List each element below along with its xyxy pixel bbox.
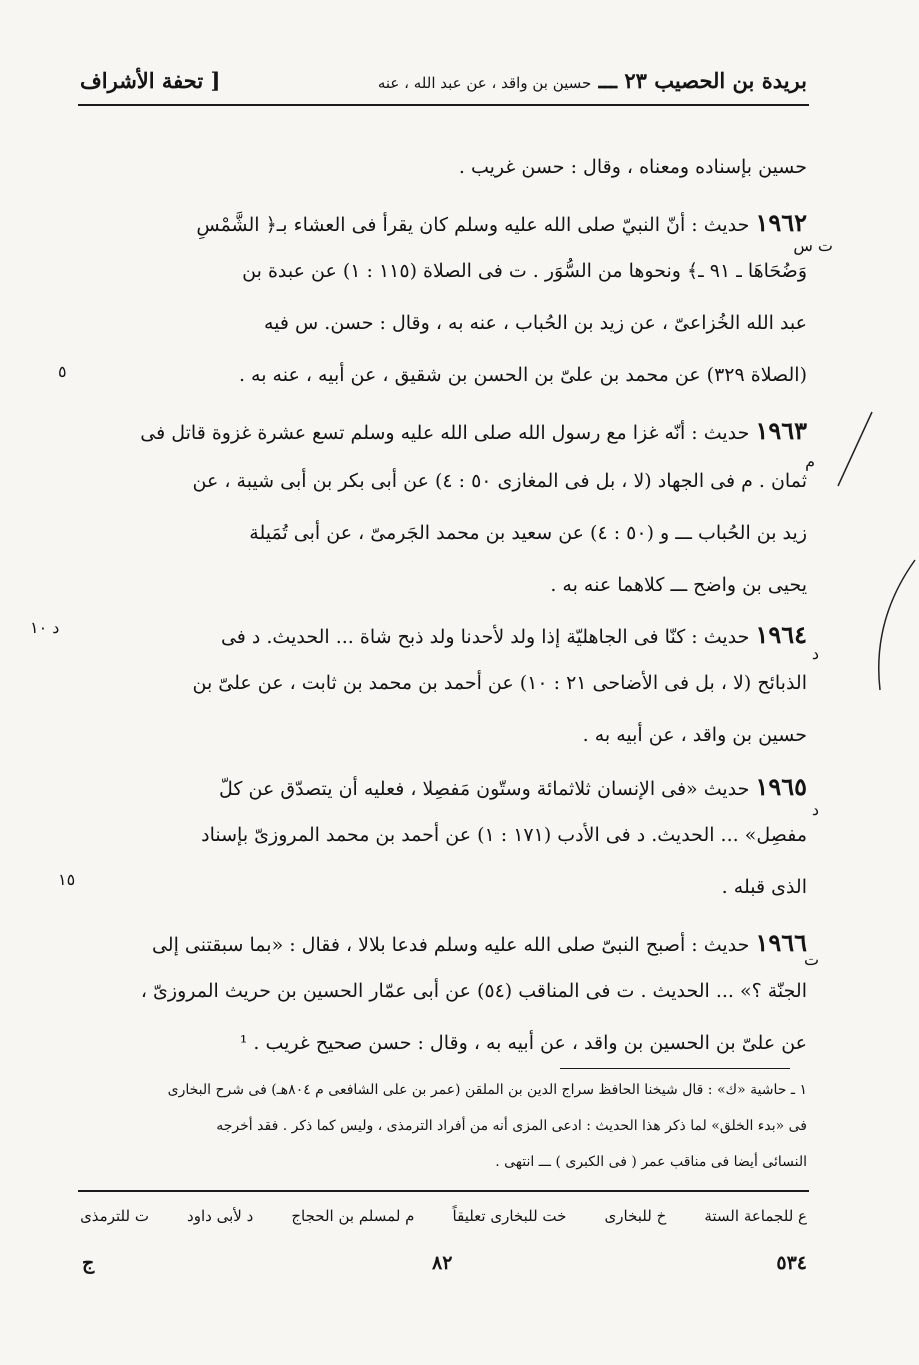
- hadith-number: ١٩٦٢: [755, 208, 807, 237]
- sheet-number: ٨٢: [432, 1252, 453, 1274]
- line-text: مفصِل» ... الحديث. د فى الأدب (١٧١ : ١) عن أحمد بن محمد المروزىّ بإسناد: [201, 824, 807, 846]
- line-text: عن علىّ بن الحسين بن واقد ، عن أبيه به ، وقال : حسن صحيح غريب . ¹: [239, 1032, 807, 1054]
- line-text: الجنّة ؟» ... الحديث . ت فى المناقب (٥٤) عن أبى عمّار الحسين بن حريث المروزىّ ،: [140, 980, 807, 1002]
- hadith-number: ١٩٦٣: [755, 416, 807, 445]
- line-text: حديث : أنّه غزا مع رسول الله صلى الله عليه وسلم تسع عشرة غزوة قاتل فى: [140, 422, 756, 444]
- line-text: عبد الله الخُزاعىّ ، عن زيد بن الحُباب ، عنه به ، وقال : حسن. س فيه: [264, 312, 807, 334]
- margin-mark: ت س: [793, 236, 833, 255]
- line-text: زيد بن الحُباب ـــ و (٥٠ : ٤) عن سعيد بن محمد الجَرمىّ ، عن أبى تُمَيلة: [249, 522, 807, 544]
- footnote-line: فى «بدء الخلق» لما ذكر هذا الحديث : ادعى المزى أنه من أفراد الترمذى ، وليس كما ذكر . فقد أخرجه: [216, 1118, 807, 1134]
- line-text: حديث : أنّ النبيّ صلى الله عليه وسلم كان يقرأ فى العشاء بـ﴿ الشَّمْسِ: [196, 214, 756, 236]
- line-text: حديث : أصبح النبىّ صلى الله عليه وسلم فدعا بلالا ، فقال : «بما سبقتنى إلى: [151, 934, 756, 956]
- line-text: حديث : كنّا فى الجاهليّة إذا ولد لأحدنا ولد ذبح شاة ... الحديث. د فى: [220, 626, 756, 648]
- abbreviation-item: ع للجماعة الستة: [704, 1207, 807, 1225]
- line-text: (الصلاة ٣٢٩) عن محمد بن علىّ بن الحسن بن شقيق ، عن أبيه ، عنه به .: [238, 364, 807, 386]
- line-number: ١٥: [58, 870, 76, 889]
- margin-mark: م: [805, 452, 815, 471]
- abbreviation-item: م لمسلم بن الحجاج: [291, 1207, 415, 1225]
- running-header-subtitle: حسين بن واقد ، عن عبد الله ، عنه: [377, 74, 592, 92]
- volume-mark: ج: [82, 1252, 95, 1274]
- line-text: وَضُحَاهَا ـ ٩١ ـ﴾ ونحوها من السُّوَر . ت فى الصلاة (١١٥ : ١) عن عبدة بن: [242, 260, 807, 282]
- line-text: الذبائح (لا ، بل فى الأضاحى ٢١ : ١٠) عن أحمد بن محمد بن ثابت ، عن علىّ بن: [192, 672, 807, 694]
- footnote-line: ١ ـ حاشية «ك» : قال شيخنا الحافظ سراج الدين بن الملقن (عمر بن على الشافعى م ٨٠٤هـ) فى شرح البخارى: [167, 1082, 807, 1098]
- line-number: ٥: [58, 362, 67, 381]
- margin-mark: د ١٠: [30, 618, 60, 637]
- line-text: حسين بإسناده ومعناه ، وقال : حسن غريب .: [458, 156, 807, 178]
- line-text: حديث «فى الإنسان ثلاثمائة وستّون مَفصِلا ، فعليه أن يتصدّق عن كلّ: [219, 778, 756, 800]
- abbreviation-item: خت للبخارى تعليقاً: [452, 1207, 567, 1225]
- line-text: ثمان . م فى الجهاد (لا ، بل فى المغازى ٥٠ : ٤) عن أبى بكر بن أبى شيبة ، عن: [192, 470, 807, 492]
- line-text: حسين بن واقد ، عن أبيه به .: [582, 724, 807, 746]
- hadith-number: ١٩٦٥: [755, 772, 807, 801]
- margin-mark: د: [811, 644, 819, 663]
- running-header-title: بريدة بن الحصيب ٢٣ ـــ حسين بن واقد ، عن عبد الله ، عنه: [377, 68, 807, 93]
- running-header-book: [ تحفة الأشراف: [80, 68, 221, 93]
- hadith-number: ١٩٦٦: [755, 928, 807, 957]
- line-text: يحيى بن واضح ـــ كلاهما عنه به .: [550, 574, 807, 596]
- abbreviation-item: ت للترمذى: [80, 1207, 149, 1225]
- page-number: ٥٣٤: [776, 1252, 807, 1274]
- margin-mark: ت: [803, 950, 819, 969]
- footnote-line: النسائى أيضا فى مناقب عمر ( فى الكبرى ) ـــ انتهى .: [495, 1154, 807, 1170]
- abbreviation-item: د لأبى داود: [187, 1207, 254, 1225]
- abbreviation-item: خ للبخارى: [604, 1207, 667, 1225]
- margin-mark: د: [811, 800, 819, 819]
- line-text: الذى قبله .: [721, 876, 807, 898]
- hadith-number: ١٩٦٤: [755, 620, 807, 649]
